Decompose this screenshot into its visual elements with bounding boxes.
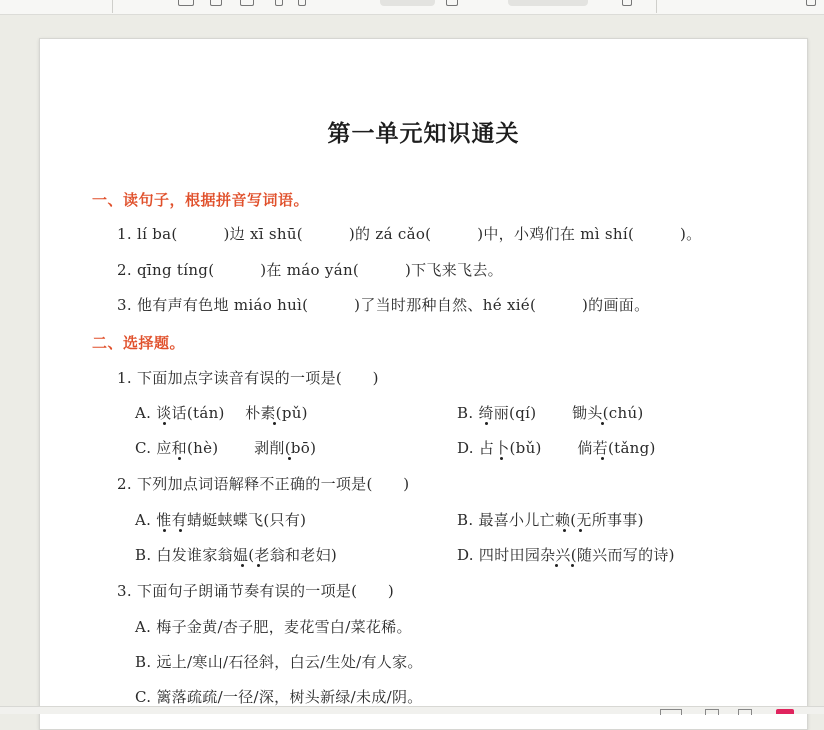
emphasis-dot xyxy=(579,529,582,532)
document-page xyxy=(39,38,808,730)
grid-view-icon[interactable] xyxy=(738,709,752,715)
emphasis-dot xyxy=(178,457,181,460)
emphasis-dot xyxy=(163,529,166,532)
question-1-stem: 1. 下面加点字读音有误的一项是( ) xyxy=(117,369,379,387)
emphasis-dot xyxy=(601,422,604,425)
question-3-option-b: B. 远上/寒山/石径斜，白云/生处/有人家。 xyxy=(135,653,423,671)
question-2-option-d: D. 四时田园杂兴(随兴而写的诗) xyxy=(457,546,675,564)
toolbar-divider xyxy=(656,0,657,13)
page-nav-icon[interactable] xyxy=(660,709,682,715)
fit-page-icon[interactable] xyxy=(298,0,306,6)
page-selector[interactable] xyxy=(508,0,588,6)
zoom-selector[interactable] xyxy=(380,0,435,6)
fit-width-icon[interactable] xyxy=(275,0,283,6)
emphasis-dot xyxy=(273,422,276,425)
emphasis-dot xyxy=(241,564,244,567)
section-2-heading: 二、选择题。 xyxy=(92,334,186,352)
menu-icon[interactable] xyxy=(806,0,816,6)
layout-icon[interactable] xyxy=(210,0,222,6)
question-2-stem: 2. 下列加点词语解释不正确的一项是( ) xyxy=(117,475,410,493)
question-2-option-c: B. 白发谁家翁媪(老翁和老妇) xyxy=(135,546,338,564)
question-3-option-c: C. 篱落疏疏/一径/深，树头新绿/未成/阴。 xyxy=(135,688,423,706)
page-view-icon[interactable] xyxy=(178,0,194,6)
top-toolbar xyxy=(0,0,824,15)
question-1-option-a: A. 谈话(tán) 朴素(pǔ) xyxy=(135,404,308,422)
two-page-icon[interactable] xyxy=(240,0,254,6)
question-1-option-b: B. 绮丽(qí) 锄头(chú) xyxy=(457,404,644,422)
fill-item-2: 2. qīng tíng( )在 máo yán( )下飞来飞去。 xyxy=(117,261,503,279)
emphasis-dot xyxy=(179,529,182,532)
emphasis-dot xyxy=(563,529,566,532)
fill-item-1: 1. lí ba( )边 xī shū( )的 zá cǎo( )中，小鸡们在 mì shí( )。 xyxy=(117,225,702,243)
record-icon[interactable] xyxy=(776,709,794,714)
emphasis-dot xyxy=(500,457,503,460)
emphasis-dot xyxy=(163,422,166,425)
emphasis-dot xyxy=(601,457,604,460)
question-3-stem: 3. 下面句子朗诵节奏有误的一项是( ) xyxy=(117,582,395,600)
emphasis-dot xyxy=(288,457,291,460)
question-1-option-c: C. 应和(hè) 剥削(bō) xyxy=(135,439,317,457)
settings-icon[interactable] xyxy=(622,0,632,6)
question-2-option-b: B. 最喜小儿亡赖(无所事事) xyxy=(457,511,644,529)
page-title: 第一单元知识通关 xyxy=(327,120,520,147)
toolbar-divider xyxy=(112,0,113,13)
question-3-option-a: A. 梅子金黄/杏子肥，麦花雪白/菜花稀。 xyxy=(135,618,412,636)
fill-item-3: 3. 他有声有色地 miáo huì( )了当时那种自然、hé xié( )的画面。 xyxy=(117,296,650,314)
emphasis-dot xyxy=(257,564,260,567)
emphasis-dot xyxy=(555,564,558,567)
thumbnail-icon[interactable] xyxy=(446,0,458,6)
question-1-option-d: D. 占卜(bǔ) 倘若(tǎng) xyxy=(457,439,656,457)
question-2-option-a: A. 惟有蜻蜓蛱蝶飞(只有) xyxy=(135,511,307,529)
view-mode-icon[interactable] xyxy=(705,709,719,715)
section-1-heading: 一、读句子，根据拼音写词语。 xyxy=(92,191,310,209)
emphasis-dot xyxy=(485,422,488,425)
emphasis-dot xyxy=(571,564,574,567)
